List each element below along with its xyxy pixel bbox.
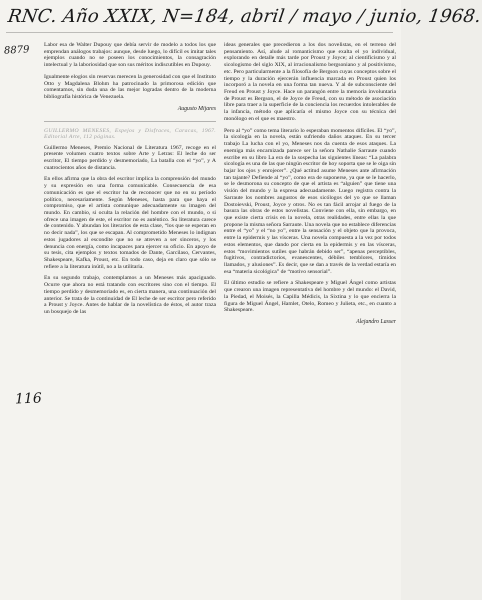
section-rule bbox=[44, 121, 216, 122]
right-column bbox=[224, 42, 396, 326]
right-paragraph-2: Pero al “yo” como tema literario lo esperaban momentos difíciles. El “yo”, la sicología en la novela, están sufriendo daños ataques. En su tercer trabajo La lucha con el yo, Meneses nos da cuenta de esos ataques. La enemiga más encarnizada parece ser la señora Nathalie Sarraute cuando escribe en su libro La era de la sospecha las siguientes líneas: “La palabra sicología es una de las que ningún escritor de hoy soporta que se le oiga sin bajar los ojos y enrojecer”. ¿Qué actitud asume Meneses ante afirmación tan tajante? Defiende al “yo”, como era de suponerse, ya que se le hacerlo, se le desmorona su concepto de que el artista es “alguien” que tiene una visión del mundo y la expresa adecuadamente. Luego registra contra la Sarraute los nombres augustos de esos sicólogos del yo que se llaman Dostoievski, Proust, Joyce y otros. No es tan fácil arrojar al fuego de la basura las obras de estos novelistas. Conviene con ella, sin embargo, en que existe cierta crisis en la novela, otras realidades, entre ellas la que propone la misma señora Sarraute. Una novela que no establece diferencias entre el “yo” y el “no yo”, entre la sensación y el objeto que la provoca, entre la epidermis y las vísceras. Una novela compuesta a la vez por todos estos elementos, que dando por cierta en la epidermis y en las vísceras, estos “movimientos sutiles que habrán debido ser”, “apenas perceptibles, fugitivos, contradictorios, evanescentes, débiles temblores, tímidos llamados, y alusiones”. Es decir, que se dan a través de la verdad estaría en esa “materia sicológica” de “motivo sensorial”. bbox=[224, 127, 396, 275]
handwritten-margin-note-side: 116 bbox=[14, 390, 43, 408]
right-paragraph-3: El último estudio se refiere a Shakespeare y Miguel Ángel como artistas que crearon una imagen representativa del hombre y del mundo: el David, la Piedad, el Moisés, la Capilla Médicis, la Sixtina y lo que encierra la figura de Miguel Ángel, Hamlet, Otelo, Romeo y Julieta, etc., en cuanto a Shakespeare. bbox=[224, 280, 396, 314]
left-column bbox=[44, 42, 216, 321]
header-rule bbox=[6, 32, 393, 33]
left-top-paragraph-1: Labor esa de Walter Dupouy que debía servir de modelo a todos los que emprendan análogos trabajos: aunque, desde luego, lo difícil es imitar tales ejemplos cuando no se poseen los conocimientos, la consagración intelectual y la laboriosidad que son sus méritos indiscutibles en Dupouy. bbox=[44, 42, 216, 69]
first-review-signature: Augusto Mijares bbox=[177, 105, 216, 112]
review-paragraph-2: En ellos afirma que la obra del escritor implica la comprensión del mundo y su expresión en una forma comunicable. Consecuencia de esa comunicación es que el escritor ha de reconocer que no en su período político, necesariamente. Según Meneses, hasta para que haya el compromiso, que el artista comunique adecuadamente su imagen del mundo. En cambio, si oculta la relación del hombre con el mundo, o si ofrece una imagen de este, el escritor no es auténtico. Su literatura carece de contenido. Y abundan los literarios de esta clase, “los que se esperan en no decir nada”, los que se escapan. Al comprometido Meneses lo indignan estos jugadores al escondite que no se atreven a ser sinceros, y los denuncia con energía, como incapaces para ejercer su oficio. En apoyo de su tesis, cita ejemplos y textos tomados de Dante, Garcilaso, Cervantes, Shakespeare, Kafka, Proust, etc. En todo caso, deja en claro que sólo se refiere a la literatura inútil, no a la utilitaria. bbox=[44, 176, 216, 270]
handwritten-margin-note-top: 8879 bbox=[3, 44, 30, 57]
faded-book-citation: GUILLERMO MENESES, Espejos y Disfraces, Caracas, 1967. Editorial Arte, 112 páginas. bbox=[44, 127, 216, 140]
second-review-signature: Alejandro Lasser bbox=[356, 319, 396, 326]
right-paragraph-1: ideas generales que precedieron a los dos novelistas, en el terreno del pensamiento. Así, alude al romanticismo que exalta el yo individual, explorando en detalle más tarde por Proust y Joyce; al cientificismo y al sicologismo del siglo XIX, al irracionalismo bergsoniano y al positivismo, etc. Pero particularmente a la filosofía de Bergson cuyas conceptos sobre el tiempo y la duración ejercerán influencia marcada en Proust quien los incorporó a la novela en una forma tan nueva. Y al de subconsciente del Freud en Proust y Joyce. Hace un parangón entre la memoria involuntaria de Proust es Bergson, el de Joyce de Freud, con su método de asociación libre para traer a la superficie de la conciencia los recuerdos intolerables de la infancia, método que aplicaría el mismo Joyce con su técnica del monólogo en el que es maestro. bbox=[224, 42, 396, 122]
handwritten-header: RNC. Año XXIX, N=184, abril / mayo / junio, 1968. bbox=[6, 6, 482, 27]
left-top-paragraph-2: Igualmente elogios sin reservas merecen la generosidad con que el Instituto Otto y Magdalena Blohm ha patrocinado la primorosa edición que comentamos, sin duda una de las mejor logradas dentro de la moderna bibliografía histórica de Venezuela. bbox=[44, 73, 216, 101]
review-paragraph-1: Guillermo Meneses, Premio Nacional de Literatura 1967, recoge en el presente volumen cuatro textos sobre Arte y Letras: El leche do ser escritor, El tiempo perdido y desmemoriado, La batalla con el “yo”, y A cuatrocientos años de distancia. bbox=[44, 144, 216, 171]
review-paragraph-3: En su segundo trabajo, contemplamos a un Meneses más apaciguado. Ocurre que ahora no está tratando con escritores sino con el tiempo. El tiempo perdido y desmemoriado es, en cierta manera, una continuación del anterior. Se trata de la continuidad de El leche de ser escritor pero referido a Proust y Joyce. Antes de hablar de la novelística de éstos, el autor traza un bosquejo de las bbox=[44, 275, 216, 316]
